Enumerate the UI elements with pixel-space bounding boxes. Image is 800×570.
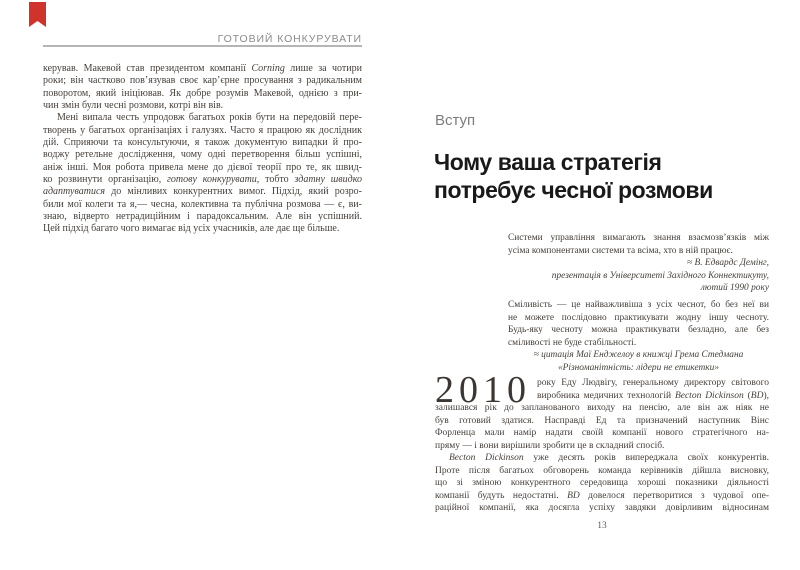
running-head: ГОТОВИЙ КОНКУРУВАТИ [217,33,362,45]
epigraph-attribution [508,349,769,374]
text-line: знаю, відверто нетрадиційним і парадоксальним. Але він успішний. [43,211,362,223]
page-number: 13 [597,521,607,531]
text-line: Сміливість — це найважливіша з усіх чеснот, бо без неї ви [508,300,769,310]
right-page-body [435,369,769,515]
text-line: Мені випала честь упродовж багатьох років бути на передовій пере- [57,112,362,124]
left-page-body [43,63,362,236]
bookmark-ribbon-icon[interactable] [29,2,46,27]
chapter-title [434,149,779,204]
text-line: усіма компонентами системи та всіма, хто в ній працює. [508,245,733,256]
text-line: ≈ В. Едвардс Демінг, [686,258,769,269]
text-line: сміливості не буде стабільності. [508,337,637,348]
chapter-title-line: потребує чесної розмови [434,176,713,203]
text-line: ≈ цитація Маї Енджелоу в книжці Грема Стедмана [533,350,744,361]
text-line: виробника медичних технологій Becton Dickinson (BD), [537,390,769,401]
epigraph-deming [508,232,769,295]
text-line: дій. Сприяючи та консультуючи, я також документую випадки й про- [43,137,362,149]
text-line: був готовий здатися. Насправді Ед та призначений наступник Вінс [435,415,769,426]
text-line: поворотом, який ініціював. Як добре розумів Макевой, однією з при- [43,87,362,99]
paragraph [43,63,362,112]
running-head-rule [43,45,362,47]
text-line: чин змін були чесні розмови, котрі він вів. [43,100,224,112]
text-line: «Різноманітність: лідери не етикетки» [557,362,720,373]
text-line: лютий 1990 року [700,283,769,294]
text-line: роки; він частково пов’язував своє кар’єрне просування з радикальним [43,75,362,87]
text-line: Форленца мали намір надати своїй компанії нового стратегічного на- [435,428,769,438]
text-line: не можете послідовно практикувати жодну іншу чесноту. [508,312,769,323]
text-line: року Еду Людвігу, генеральному директору світового [537,378,769,388]
epigraph-quote [508,232,769,257]
text-line: Будь-яку чесноту можна практикувати безладно, але без [508,325,769,336]
chapter-title-line: Чому ваша стратегія [434,149,662,175]
text-line: Becton Dickinson уже десять років випереджала своїх конкурентів. [449,453,769,463]
epigraph-attribution [508,257,769,295]
text-line: адаптуватися до мінливих конкурентних вимог. Підхід, який розро- [43,186,362,198]
text-line: воджу ретельне дослідження, чому одні перетворення більш успішні, [43,149,362,161]
text-line: били мої колеги та я,— чесна, колективна та публічна розмова — є, ви- [43,198,362,210]
paragraph [43,112,362,235]
text-line: ко розвинути організацію, готову конкурувати, тобто здатну швидко [43,174,362,186]
text-line: творень у багатьох організаціях і галузях. Часто я працюю як дослідник [43,124,362,136]
text-line: Цей підхід багато чого вимагає від усіх учасників, але дає ще більше. [43,223,340,235]
text-line: презентація в Університеті Західного Коннектикуту, [551,270,769,281]
dropcap-year: 2010 [435,369,531,411]
text-line: що зі зміною конкурентного середовища хороші показники діяльності [435,478,769,488]
text-line: пряму — і вони вирішили зробити це в складний спосіб. [435,440,665,451]
text-line: керував. Макевой став президентом компанії Corning лише за чотири [43,63,363,74]
epigraph-angelou [508,299,769,375]
text-line: Проте після багатьох обговорень команда керівників дійшла висновку, [435,465,769,476]
text-line: Системи управління вимагають знання взаємозв’язків між [508,233,769,243]
text-line: залишався рік до запланованого виходу на пенсію, але він аж ніяк не [435,403,769,413]
section-label: Вступ [435,112,476,129]
paragraph [435,452,769,515]
text-line: раційної компанії, яка досягла успіху завдяки довірливим відносинам [435,503,769,513]
epigraph-quote [508,299,769,349]
text-line: компанії будуть недостатні. BD довелося перетворитися з чудової опе- [435,490,769,501]
text-line: аніж інші. Моя робота привела мене до дієвої теорії про те, як швид- [43,161,362,173]
